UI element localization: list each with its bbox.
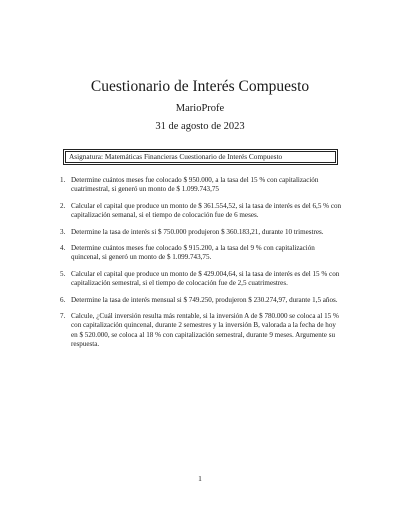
question-list [60, 176, 342, 350]
question-item [60, 176, 342, 195]
document-author: MarioProfe [175, 103, 225, 114]
document-title: Cuestionario de Interés Compuesto [90, 78, 310, 95]
question-item [60, 202, 342, 221]
question-text: Determine la tasa de interés si $ 750.000 produjeron $ 360.183,21, durante 10 trimestres. [71, 227, 324, 236]
question-item [60, 296, 342, 305]
question-number: 6. [60, 295, 66, 304]
question-number: 3. [60, 227, 66, 236]
subject-label: Asignatura: Matemáticas Financieras Cuestionario de Interés Compuesto [65, 151, 336, 163]
question-text: Determine la tasa de interés mensual si $ 749.250, produjeron $ 230.274,97, durante 1,5 años. [71, 295, 338, 304]
question-number: 4. [60, 244, 66, 253]
question-text: Calcular el capital que produce un monto de $ 429.004,64, si la tasa de interés es del 15 % con capitalización semestral, si el tiempo de colocación fue de 2,5 cuatrimestres. [71, 269, 340, 288]
question-text: Calcule, ¿Cuál inversión resulta más rentable, si la inversión A de $ 780.000 se coloca al 15 % con capitalización quincenal, durante 2 semestres y la inversión B, valorada a la fecha de hoy en $ 520.000, se coloca al 18 % con capitalización semestral, durante 9 meses. Argumente su respuesta. [71, 312, 339, 349]
question-number: 1. [60, 176, 66, 184]
question-item [60, 244, 342, 263]
question-number: 7. [60, 312, 66, 321]
subject-box [63, 149, 338, 165]
question-item [60, 312, 342, 350]
question-number: 5. [60, 269, 66, 278]
document-date: 31 de agosto de 2023 [155, 121, 245, 132]
page-number: 1 [198, 474, 202, 483]
question-text: Determine cuántos meses fue colocado $ 915.200, a la tasa del 9 % con capitalización quincenal, si generó un monto de $ 1.099.743,75. [71, 244, 315, 262]
question-text: Calcular el capital que produce un monto de $ 361.554,52, si la tasa de interés es del 6,5 % con capitalización semanal, si el tiempo de colocación fue de 6 meses. [71, 201, 342, 220]
question-text: Determine cuántos meses fue colocado $ 950.000, a la tasa del 15 % con capitalización cuatrimestral, si generó un monto de $ 1.099.743,75 [71, 176, 319, 194]
question-item [60, 270, 342, 289]
question-item [60, 228, 342, 237]
question-number: 2. [60, 201, 66, 210]
